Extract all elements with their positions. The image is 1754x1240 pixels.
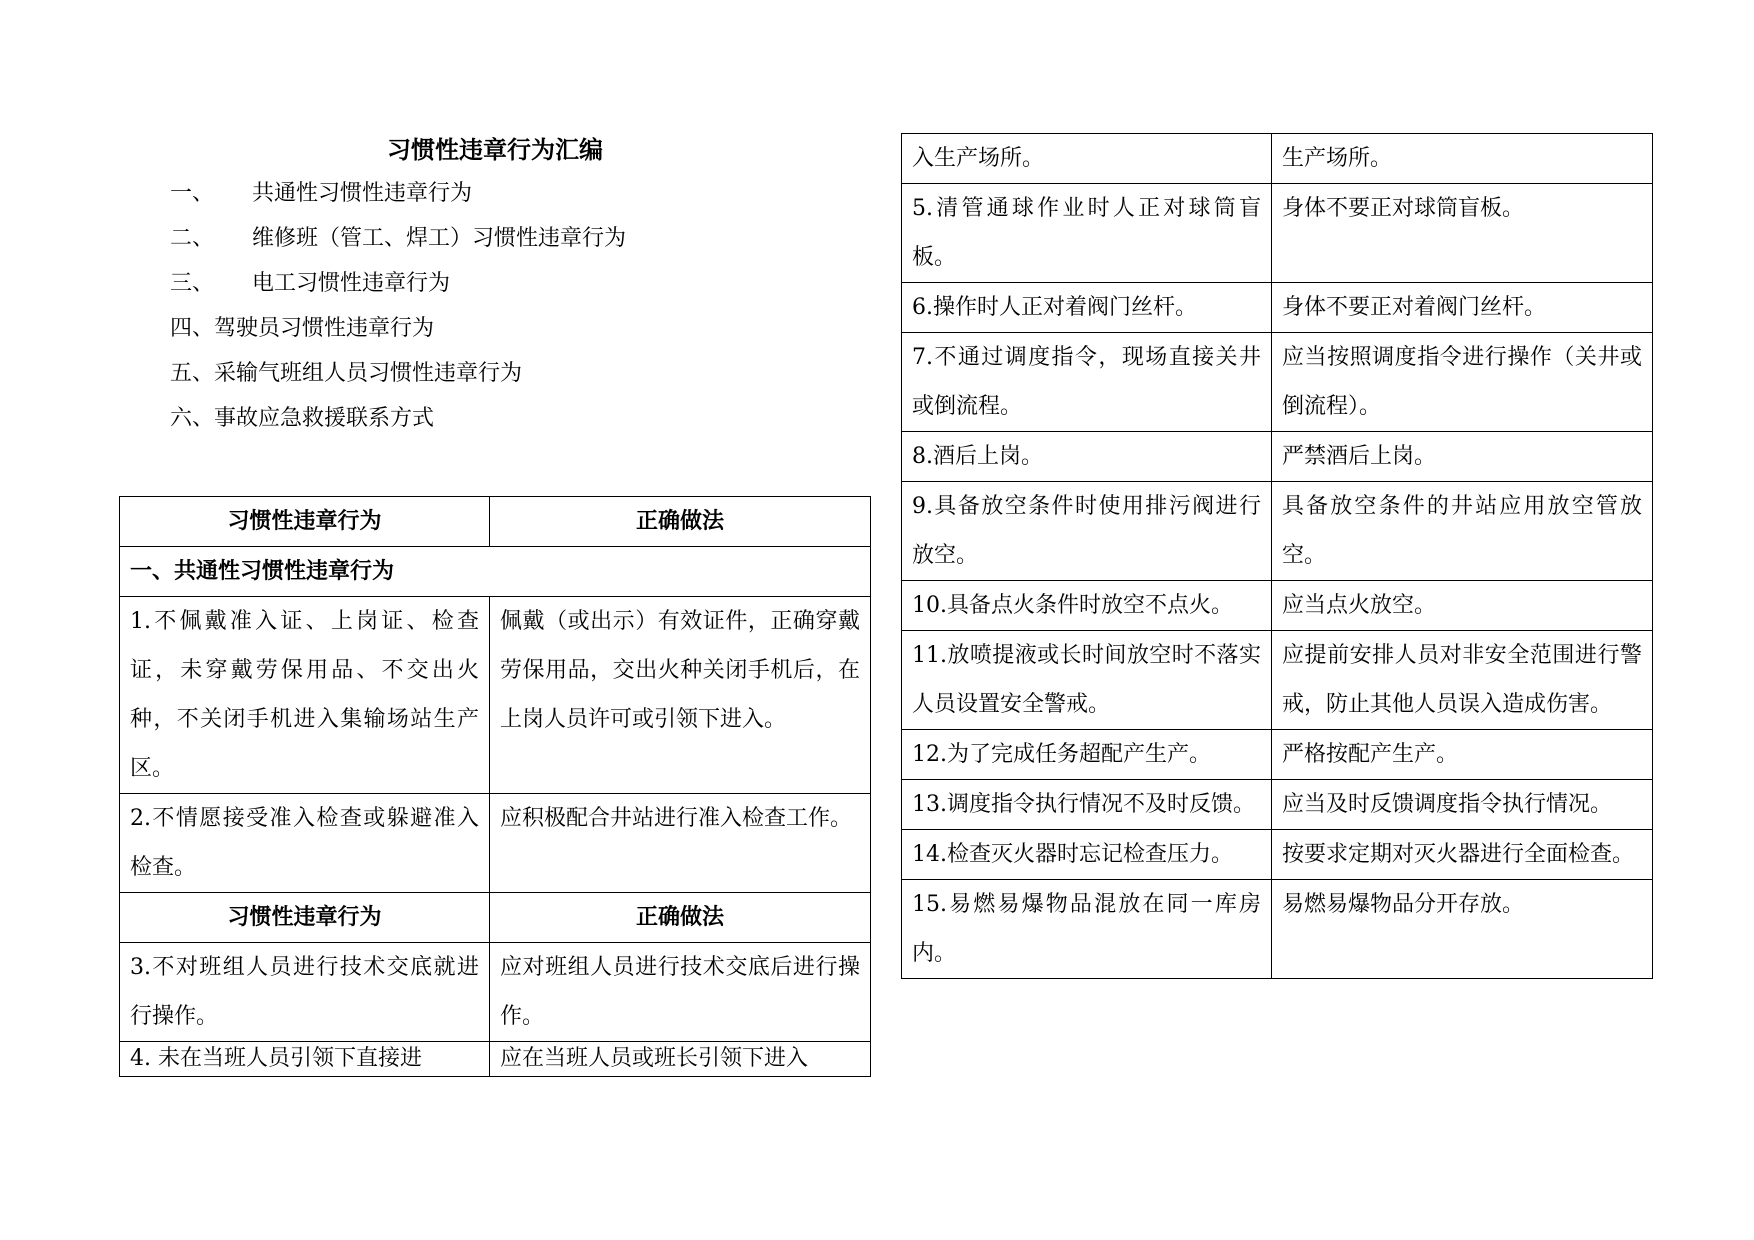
table-row bbox=[902, 880, 1653, 979]
correct-cell: 应对班组人员进行技术交底后进行操作。 bbox=[490, 943, 871, 1042]
toc-item-text: 四、驾驶员习惯性违章行为 bbox=[170, 316, 435, 341]
violation-cell: 13.调度指令执行情况不及时反馈。 bbox=[902, 780, 1272, 830]
table-row bbox=[120, 1042, 871, 1077]
violation-cell: 7.不通过调度指令，现场直接关井或倒流程。 bbox=[902, 333, 1272, 432]
toc-item-text: 电工习惯性违章行为 bbox=[252, 271, 451, 296]
table-row bbox=[902, 432, 1653, 482]
correct-cell: 严格按配产生产。 bbox=[1272, 730, 1653, 780]
violation-cell: 6.操作时人正对着阀门丝杆。 bbox=[902, 283, 1272, 333]
correct-cell: 生产场所。 bbox=[1272, 134, 1653, 184]
table-row bbox=[902, 730, 1653, 780]
correct-cell: 应当按照调度指令进行操作（关井或倒流程）。 bbox=[1272, 333, 1653, 432]
violation-cell: 入生产场所。 bbox=[902, 134, 1272, 184]
header-correct: 正确做法 bbox=[490, 893, 871, 943]
table-header-row bbox=[120, 893, 871, 943]
table-row bbox=[120, 943, 871, 1042]
correct-cell: 身体不要正对着阀门丝杆。 bbox=[1272, 283, 1653, 333]
toc-item bbox=[170, 311, 626, 356]
table-row bbox=[902, 333, 1653, 432]
correct-cell: 应当点火放空。 bbox=[1272, 581, 1653, 631]
table-row bbox=[120, 794, 871, 893]
toc-item-number: 一、 bbox=[170, 181, 215, 206]
correct-cell: 佩戴（或出示）有效证件，正确穿戴劳保用品，交出火种关闭手机后，在上岗人员许可或引领下进入。 bbox=[490, 597, 871, 794]
toc-item bbox=[170, 401, 626, 446]
table-row bbox=[902, 134, 1653, 184]
toc-item-text: 六、事故应急救援联系方式 bbox=[170, 406, 435, 431]
correct-cell: 按要求定期对灭火器进行全面检查。 bbox=[1272, 830, 1653, 880]
violation-cell: 4. 未在当班人员引领下直接进 bbox=[120, 1042, 490, 1077]
table-row bbox=[902, 830, 1653, 880]
table-row bbox=[902, 482, 1653, 581]
toc-item-text: 共通性习惯性违章行为 bbox=[252, 181, 473, 206]
toc-item bbox=[170, 356, 626, 401]
violation-cell: 2.不情愿接受准入检查或躲避准入检查。 bbox=[120, 794, 490, 893]
table-header-row bbox=[120, 497, 871, 547]
toc-item-number: 二、 bbox=[170, 226, 215, 251]
violation-cell: 8.酒后上岗。 bbox=[902, 432, 1272, 482]
section-row bbox=[120, 547, 871, 597]
violation-cell: 5.清管通球作业时人正对球筒盲板。 bbox=[902, 184, 1272, 283]
correct-cell: 严禁酒后上岗。 bbox=[1272, 432, 1653, 482]
header-correct: 正确做法 bbox=[490, 497, 871, 547]
table-of-contents bbox=[170, 176, 626, 446]
header-violation: 习惯性违章行为 bbox=[120, 497, 490, 547]
correct-cell: 易燃易爆物品分开存放。 bbox=[1272, 880, 1653, 979]
violation-cell: 15.易燃易爆物品混放在同一库房内。 bbox=[902, 880, 1272, 979]
correct-cell: 身体不要正对球筒盲板。 bbox=[1272, 184, 1653, 283]
violation-cell: 3.不对班组人员进行技术交底就进行操作。 bbox=[120, 943, 490, 1042]
table-row bbox=[902, 283, 1653, 333]
toc-item bbox=[170, 221, 626, 266]
table-row bbox=[902, 184, 1653, 283]
toc-item-text: 五、采输气班组人员习惯性违章行为 bbox=[170, 361, 523, 386]
toc-item-text: 维修班（管工、焊工）习惯性违章行为 bbox=[252, 226, 627, 251]
table-row bbox=[120, 597, 871, 794]
violation-cell: 11.放喷提液或长时间放空时不落实人员设置安全警戒。 bbox=[902, 631, 1272, 730]
toc-item-number: 三、 bbox=[170, 271, 215, 296]
violation-cell: 14.检查灭火器时忘记检查压力。 bbox=[902, 830, 1272, 880]
table-row bbox=[902, 780, 1653, 830]
correct-cell: 应当及时反馈调度指令执行情况。 bbox=[1272, 780, 1653, 830]
correct-cell: 具备放空条件的井站应用放空管放空。 bbox=[1272, 482, 1653, 581]
violations-table-left bbox=[119, 496, 871, 1077]
header-violation: 习惯性违章行为 bbox=[120, 893, 490, 943]
table-row bbox=[902, 581, 1653, 631]
violation-cell: 9.具备放空条件时使用排污阀进行放空。 bbox=[902, 482, 1272, 581]
violations-table-right bbox=[901, 133, 1653, 979]
table-row bbox=[902, 631, 1653, 730]
correct-cell: 应在当班人员或班长引领下进入 bbox=[490, 1042, 871, 1077]
violation-cell: 1.不佩戴准入证、上岗证、检查证，未穿戴劳保用品、不交出火种，不关闭手机进入集输场站生产区。 bbox=[120, 597, 490, 794]
correct-cell: 应积极配合井站进行准入检查工作。 bbox=[490, 794, 871, 893]
document-title: 习惯性违章行为汇编 bbox=[387, 136, 603, 164]
violation-cell: 10.具备点火条件时放空不点火。 bbox=[902, 581, 1272, 631]
violation-cell: 12.为了完成任务超配产生产。 bbox=[902, 730, 1272, 780]
section-heading: 一、共通性习惯性违章行为 bbox=[120, 547, 871, 597]
toc-item bbox=[170, 266, 626, 311]
correct-cell: 应提前安排人员对非安全范围进行警戒，防止其他人员误入造成伤害。 bbox=[1272, 631, 1653, 730]
toc-item bbox=[170, 176, 626, 221]
